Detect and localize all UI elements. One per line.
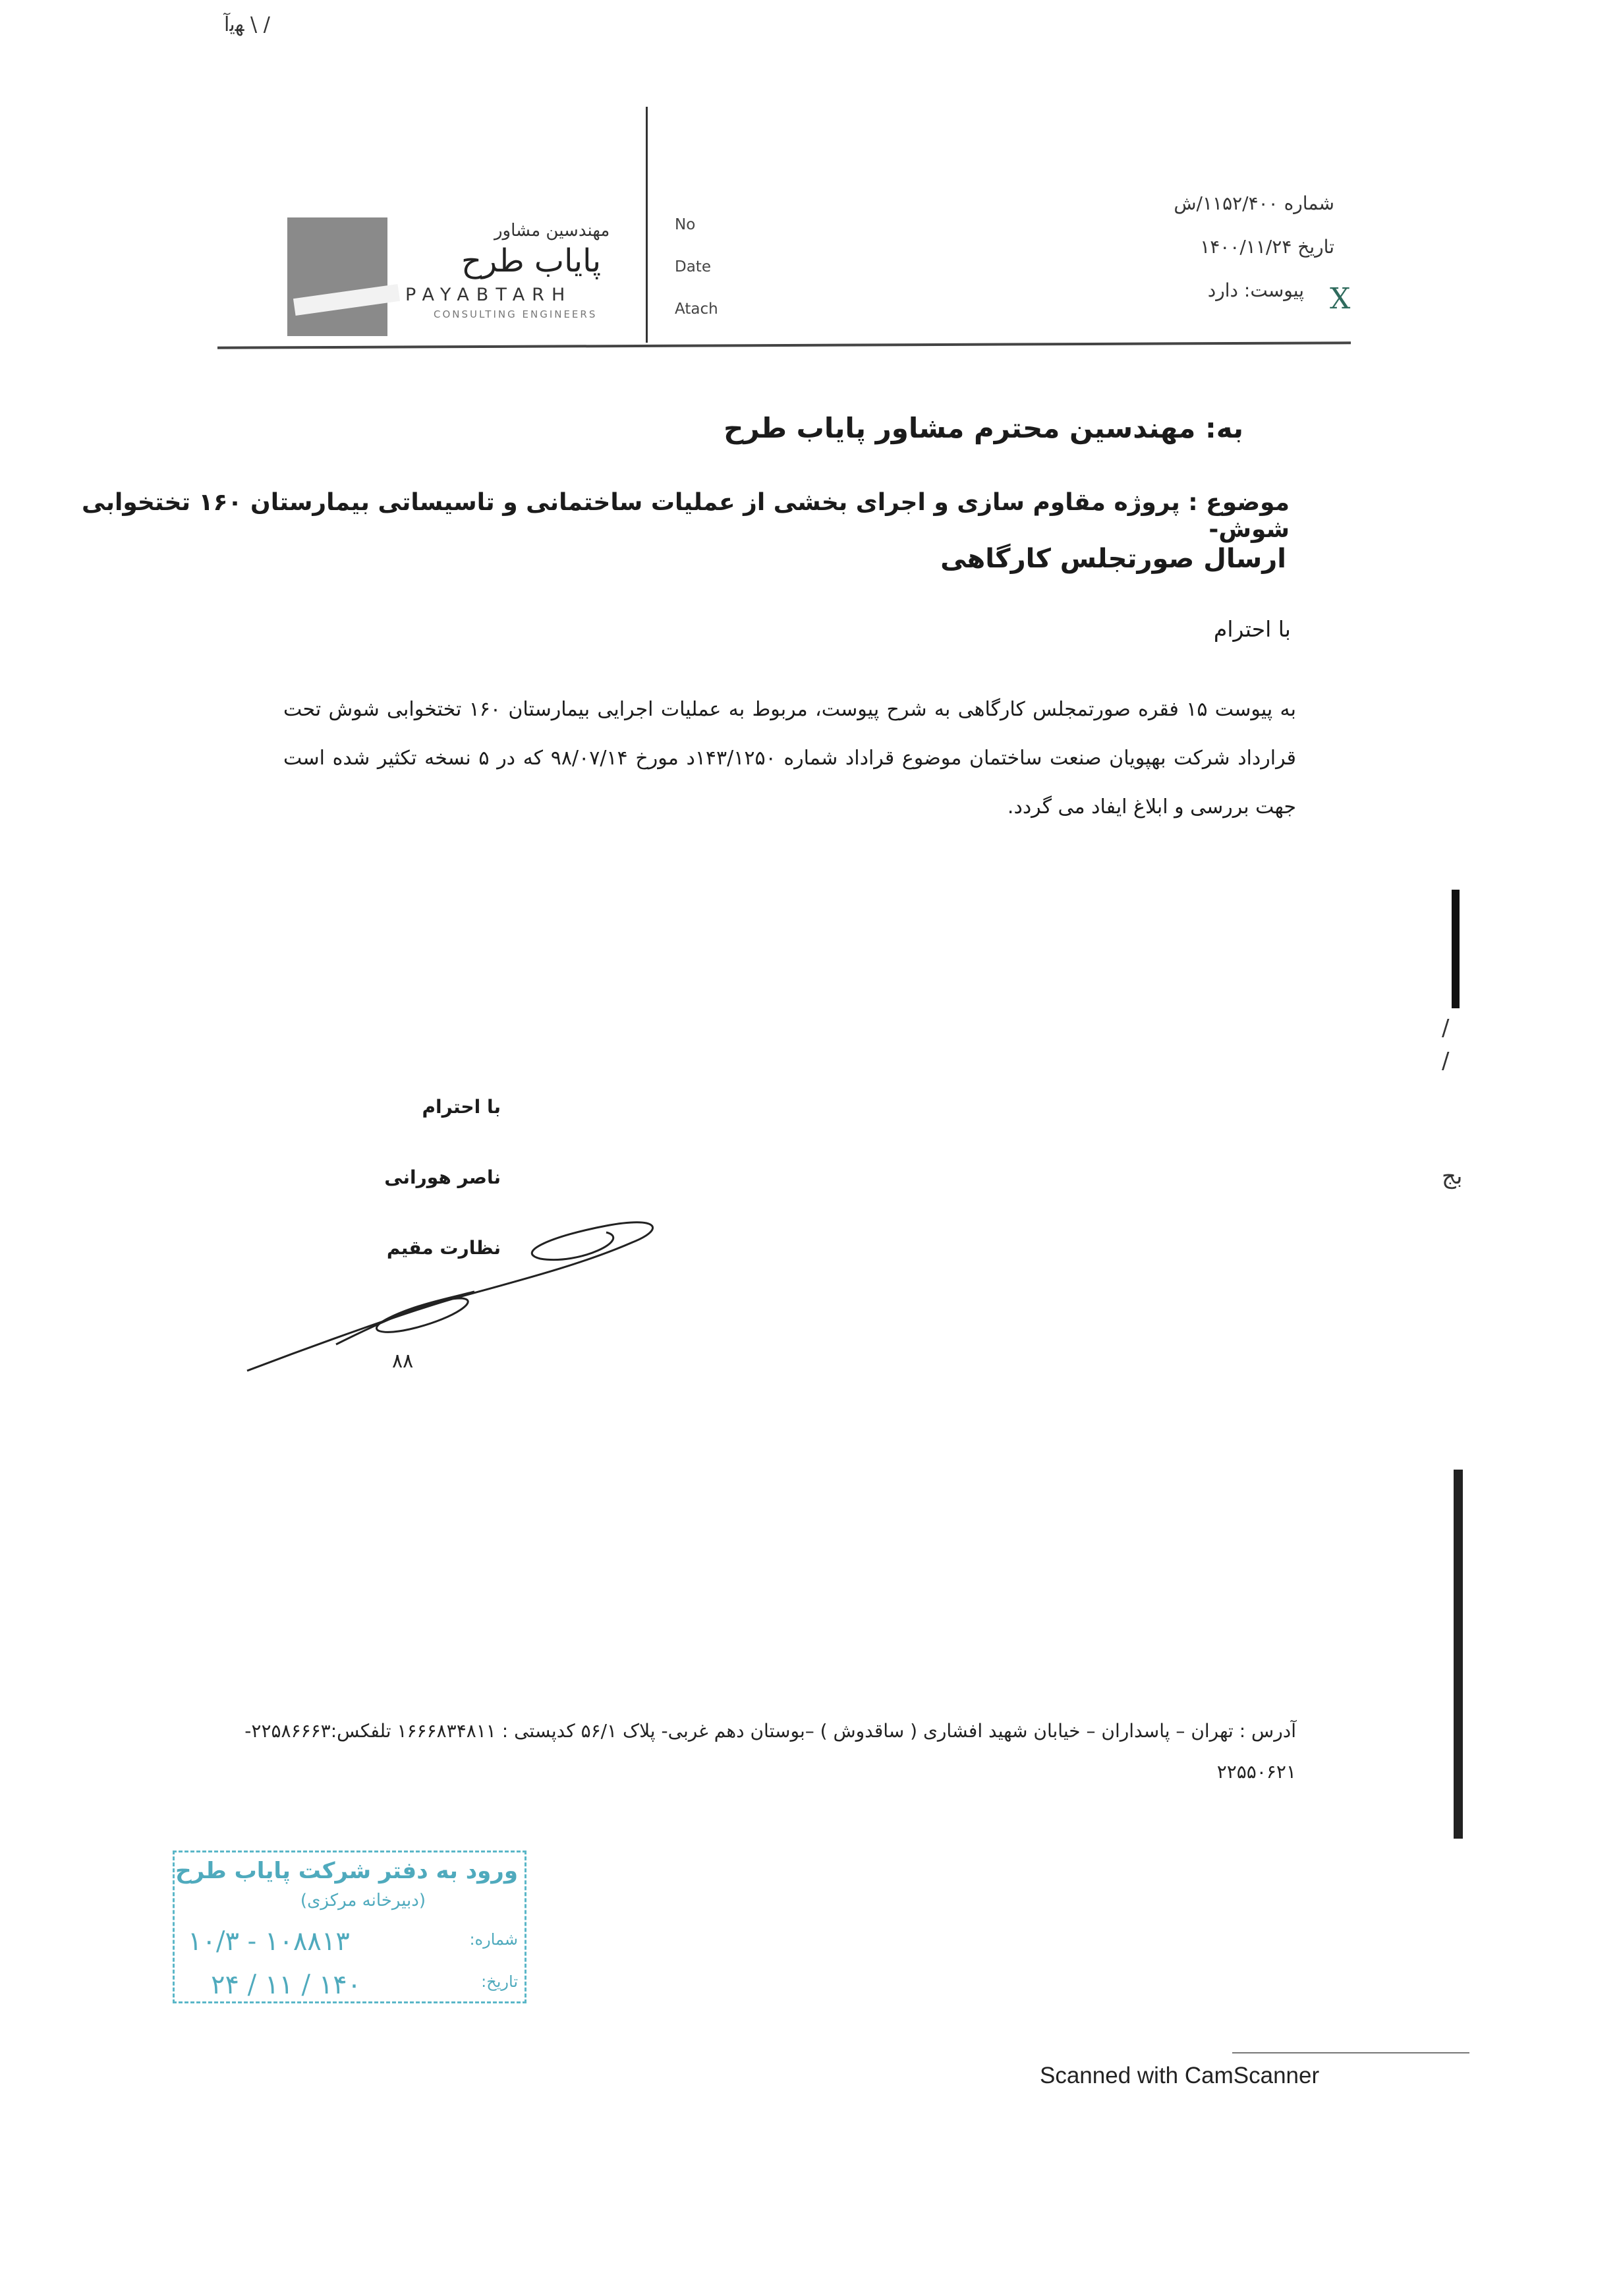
company-tagline-en: CONSULTING ENGINEERS [434, 308, 598, 320]
watermark-rule [1232, 2052, 1469, 2053]
scan-noise-marks: ﻬﯾآ \ / [224, 13, 270, 36]
camscanner-watermark: Scanned with CamScanner [1040, 2063, 1320, 2088]
scan-edge-artifact [1454, 1470, 1463, 1839]
signer-position: نظارت مقیم [386, 1237, 501, 1259]
greeting: با احترام [1213, 616, 1291, 642]
handwritten-signature [237, 1213, 672, 1384]
company-name-en: PAYABTARH [405, 285, 573, 305]
letter-date: تاریخ ۱۴۰۰/۱۱/۲۴ [1200, 236, 1334, 258]
label-date: Date [675, 258, 711, 275]
scan-edge-mark: / [1442, 1048, 1450, 1074]
recipient-line: به: مهندسین محترم مشاور پایاب طرح [724, 412, 1243, 444]
label-no: No [675, 216, 696, 233]
receipt-stamp [173, 1851, 526, 2003]
scan-edge-mark: / [1442, 1015, 1450, 1041]
stamp-date-label: تاریخ: [481, 1972, 518, 1991]
scan-edge-artifact [1452, 890, 1460, 1008]
closing: با احترام [422, 1096, 501, 1118]
stamp-date-value: ۱۴۰ / ۱۱ / ۲۴ [211, 1970, 362, 2000]
stamp-number-value: ۱۰۸۸۱۳ - ۱۰/۳ [188, 1926, 350, 1957]
signature-initials: ۸۸ [392, 1350, 414, 1373]
stamp-number-label: شماره: [469, 1930, 518, 1949]
stamp-subtitle: (دبیرخانه مرکزی) [300, 1891, 426, 1910]
scan-edge-mark: بج [1442, 1163, 1463, 1190]
label-attach: Atach [675, 301, 718, 318]
attachment-check-mark: X [1330, 282, 1351, 316]
subject-line: موضوع : پروژه مقاوم سازی و اجرای بخشی از عملیات ساختمانی و تاسیساتی بیمارستان ۱۶۰ تختخوابی شوش- [82, 489, 1290, 543]
company-logo-icon [287, 217, 387, 336]
footer-address: آدرس : تهران – پاسداران – خیابان شهید افشاری ( ساقدوش ) –بوستان دهم غربی- پلاک ۵۶/۱ کدپستی : ۱۶۶۶۸۳۴۸۱۱ تلفکس:۲۲۵۸۶۶۶۳- [244, 1720, 1296, 1742]
letter-number: شماره ۱۱۵۲/۴۰۰/ش [1174, 192, 1334, 214]
letter-body: به پیوست ۱۵ فقره صورتمجلس کارگاهی به شرح پیوست، مربوط به عملیات اجرایی بیمارستان ۱۶۰ تختخوابی شوش تحت قرارداد شرکت بهپویان صنعت ساختمان موضوع قراداد شماره ۱۴۳/۱۲۵۰د مورخ ۹۸/۰۷/۱۴ که در ۵ نسخه تکثیر شده است جهت بررسی و ابلاغ ایفاد می گردد. [283, 698, 1296, 818]
header-rule [217, 341, 1351, 349]
signer-name: ناصر هورانی [384, 1166, 501, 1188]
company-name-fa: پایاب طرح [461, 243, 602, 279]
subject-line-2: ارسال صورتجلس کارگاهی [940, 544, 1286, 574]
stamp-title: ورود به دفتر شرکت پایاب طرح [175, 1858, 518, 1884]
company-name-fa-small: مهندسین مشاور [494, 221, 610, 241]
header-divider [646, 107, 648, 343]
letter-attachment: پیوست: دارد [1207, 279, 1304, 301]
footer-phone: ۲۲۵۵۰۶۲۱ [1216, 1761, 1296, 1783]
